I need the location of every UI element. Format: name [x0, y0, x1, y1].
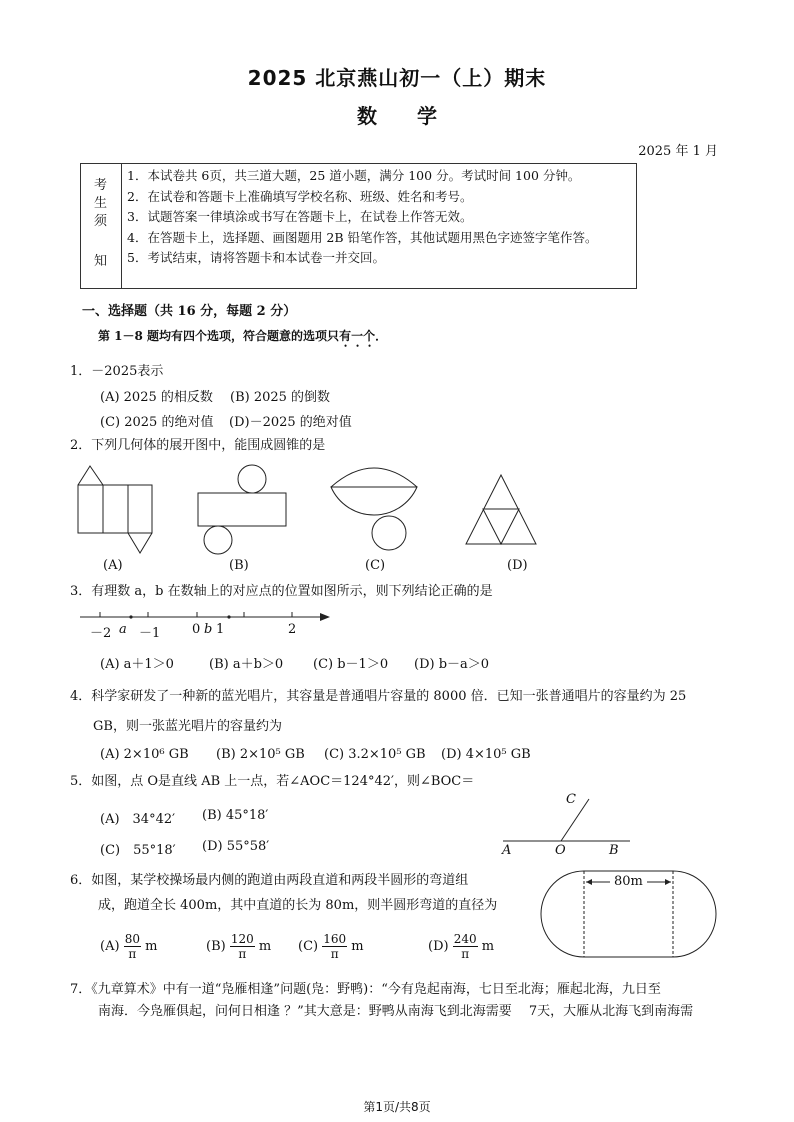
- notice-item: 5．考试结束，请将答题卡和本试卷一并交回。: [127, 250, 385, 265]
- q3-option-d: (D) b－a＞0: [414, 657, 490, 672]
- notice-item: 2．在试卷和答题卡上准确填写学校名称、班级、姓名和考号。: [127, 188, 473, 204]
- q7-line1: 7．《九章算术》中有一道“凫雁相逢”问题(凫：野鸭)：“今有凫起南海，七日至北海；雁起北海，九日至: [70, 982, 661, 997]
- axis-label-2: 2: [288, 622, 297, 637]
- numerator: 160: [323, 932, 347, 946]
- q6-option-b-label: (B): [206, 939, 226, 954]
- unit: m: [481, 939, 495, 954]
- q1-option-b: (B) 2025 的倒数: [230, 390, 331, 405]
- q6-option-d-label: (D): [428, 939, 449, 954]
- subject-title: 数 学: [357, 104, 437, 128]
- unit: m: [258, 939, 272, 954]
- q6-option-b-fraction: [230, 932, 255, 961]
- page-footer: 第1页/共8页: [363, 1100, 431, 1114]
- q6-option-a-label: (A): [100, 939, 120, 954]
- q3-option-a: (A) a＋1＞0: [100, 657, 174, 672]
- q3-option-b: (B) a＋b＞0: [209, 657, 284, 672]
- q4-stem-line2: GB，则一张蓝光唱片的容量约为: [93, 719, 282, 734]
- q4-option-b: (B) 2×10⁵ GB: [216, 747, 305, 762]
- q6-option-b: [206, 932, 271, 961]
- q2-stem: 2．下列几何体的展开图中，能围成圆锥的是: [70, 438, 326, 453]
- q6-option-c-label: (C): [298, 939, 319, 954]
- q3-stem: 3．有理数 a，b 在数轴上的对应点的位置如图所示，则下列结论正确的是: [70, 584, 493, 599]
- notice-head-char: 生: [94, 196, 108, 211]
- denominator: π: [461, 947, 470, 961]
- exam-title: 2025 北京燕山初一（上）期末: [247, 66, 547, 90]
- instruction-text: 第 1－8 题均有四个选项，符合题意的选项只: [98, 329, 340, 343]
- denominator: π: [238, 947, 247, 961]
- q5-option-d: (D) 55°58′: [202, 839, 270, 854]
- q3-option-c: (C) b－1＞0: [313, 657, 389, 672]
- section-title: 一、选择题（共 16 分，每题 2 分）: [82, 304, 297, 319]
- denominator: π: [330, 947, 339, 961]
- q2-label-b: (B): [229, 558, 249, 573]
- q5-point-a: A: [502, 843, 512, 858]
- q1-stem: 1．－2025表示: [70, 364, 164, 379]
- q6-option-d-fraction: [453, 932, 478, 961]
- q1-option-a: (A) 2025 的相反数: [100, 390, 213, 405]
- q6-stem-line2: 成，跑道全长 400m，其中直道的长为 80m，则半圆形弯道的直径为: [98, 898, 498, 913]
- axis-label-1: 1: [216, 622, 225, 637]
- notice-head-char: 考: [94, 178, 108, 193]
- notice-item: 1．本试卷共 6页，共三道大题，25 道小题，满分 100 分。考试时间 100 分钟。: [127, 168, 581, 183]
- numerator: 240: [453, 932, 477, 946]
- axis-label-b: b: [204, 622, 213, 637]
- q4-option-c: (C) 3.2×10⁵ GB: [324, 747, 426, 762]
- q5-option-c: (C) 55°18′: [100, 843, 176, 858]
- notice-item: 4．在答题卡上，选择题、画图题用 2B 铅笔作答，其他试题用黑色字迹签字笔作答。: [127, 229, 598, 245]
- axis-label-neg2: －2: [90, 626, 112, 641]
- exam-date: 2025 年 1 月: [638, 144, 718, 159]
- q5-point-c: C: [566, 792, 576, 807]
- q6-stem-line1: 6．如图，某学校操场最内侧的跑道由两段直道和两段半圆形的弯道组: [70, 873, 469, 888]
- numerator: 120: [230, 932, 254, 946]
- instruction-emphasis: 有一个．: [339, 329, 388, 343]
- q2-label-a: (A): [103, 558, 123, 573]
- notice-item: 3．试题答案一律填涂或书写在答题卡上，在试卷上作答无效。: [127, 209, 473, 224]
- q6-option-d: [428, 932, 494, 961]
- q5-option-b: (B) 45°18′: [202, 808, 269, 823]
- q4-stem-line1: 4．科学家研发了一种新的蓝光唱片，其容量是普通唱片容量的 8000 倍．已知一张普通唱片的容量约为 25: [70, 689, 687, 704]
- q6-option-c-fraction: [322, 932, 347, 961]
- q5-point-b: B: [609, 843, 619, 858]
- q5-option-a: (A) 34°42′: [100, 812, 176, 827]
- q4-option-a: (A) 2×10⁶ GB: [100, 747, 189, 762]
- unit: m: [145, 939, 158, 954]
- q6-straight-label: 80m: [614, 874, 643, 889]
- q5-stem: 5．如图，点 O是直线 AB 上一点，若∠AOC＝124°42′，则∠BOC＝: [70, 774, 475, 789]
- q1-option-c: (C) 2025 的绝对值: [100, 415, 214, 430]
- q2-label-d: (D): [507, 558, 528, 573]
- denominator: π: [128, 947, 137, 961]
- q5-point-o: O: [555, 843, 566, 858]
- axis-label-a: a: [119, 622, 127, 637]
- q1-option-d: (D)－2025 的绝对值: [229, 415, 352, 430]
- q2-label-c: (C): [365, 558, 386, 573]
- q6-option-c: [298, 932, 364, 961]
- unit: m: [351, 939, 364, 954]
- notice-head-char: 知: [94, 254, 108, 269]
- axis-label-0: 0: [192, 622, 201, 637]
- q6-option-a: [100, 932, 157, 961]
- q4-option-d: (D) 4×10⁵ GB: [441, 747, 531, 762]
- q6-option-a-fraction: [124, 932, 141, 961]
- notice-head-char: 须: [94, 214, 108, 229]
- numerator: 80: [124, 932, 140, 946]
- q7-line2: 南海．今凫雁俱起，问何日相逢 ？”其大意是：野鸭从南海飞到北海需要 7天，大雁从北海飞到南海需: [98, 1004, 694, 1019]
- axis-label-neg1: －1: [139, 626, 161, 641]
